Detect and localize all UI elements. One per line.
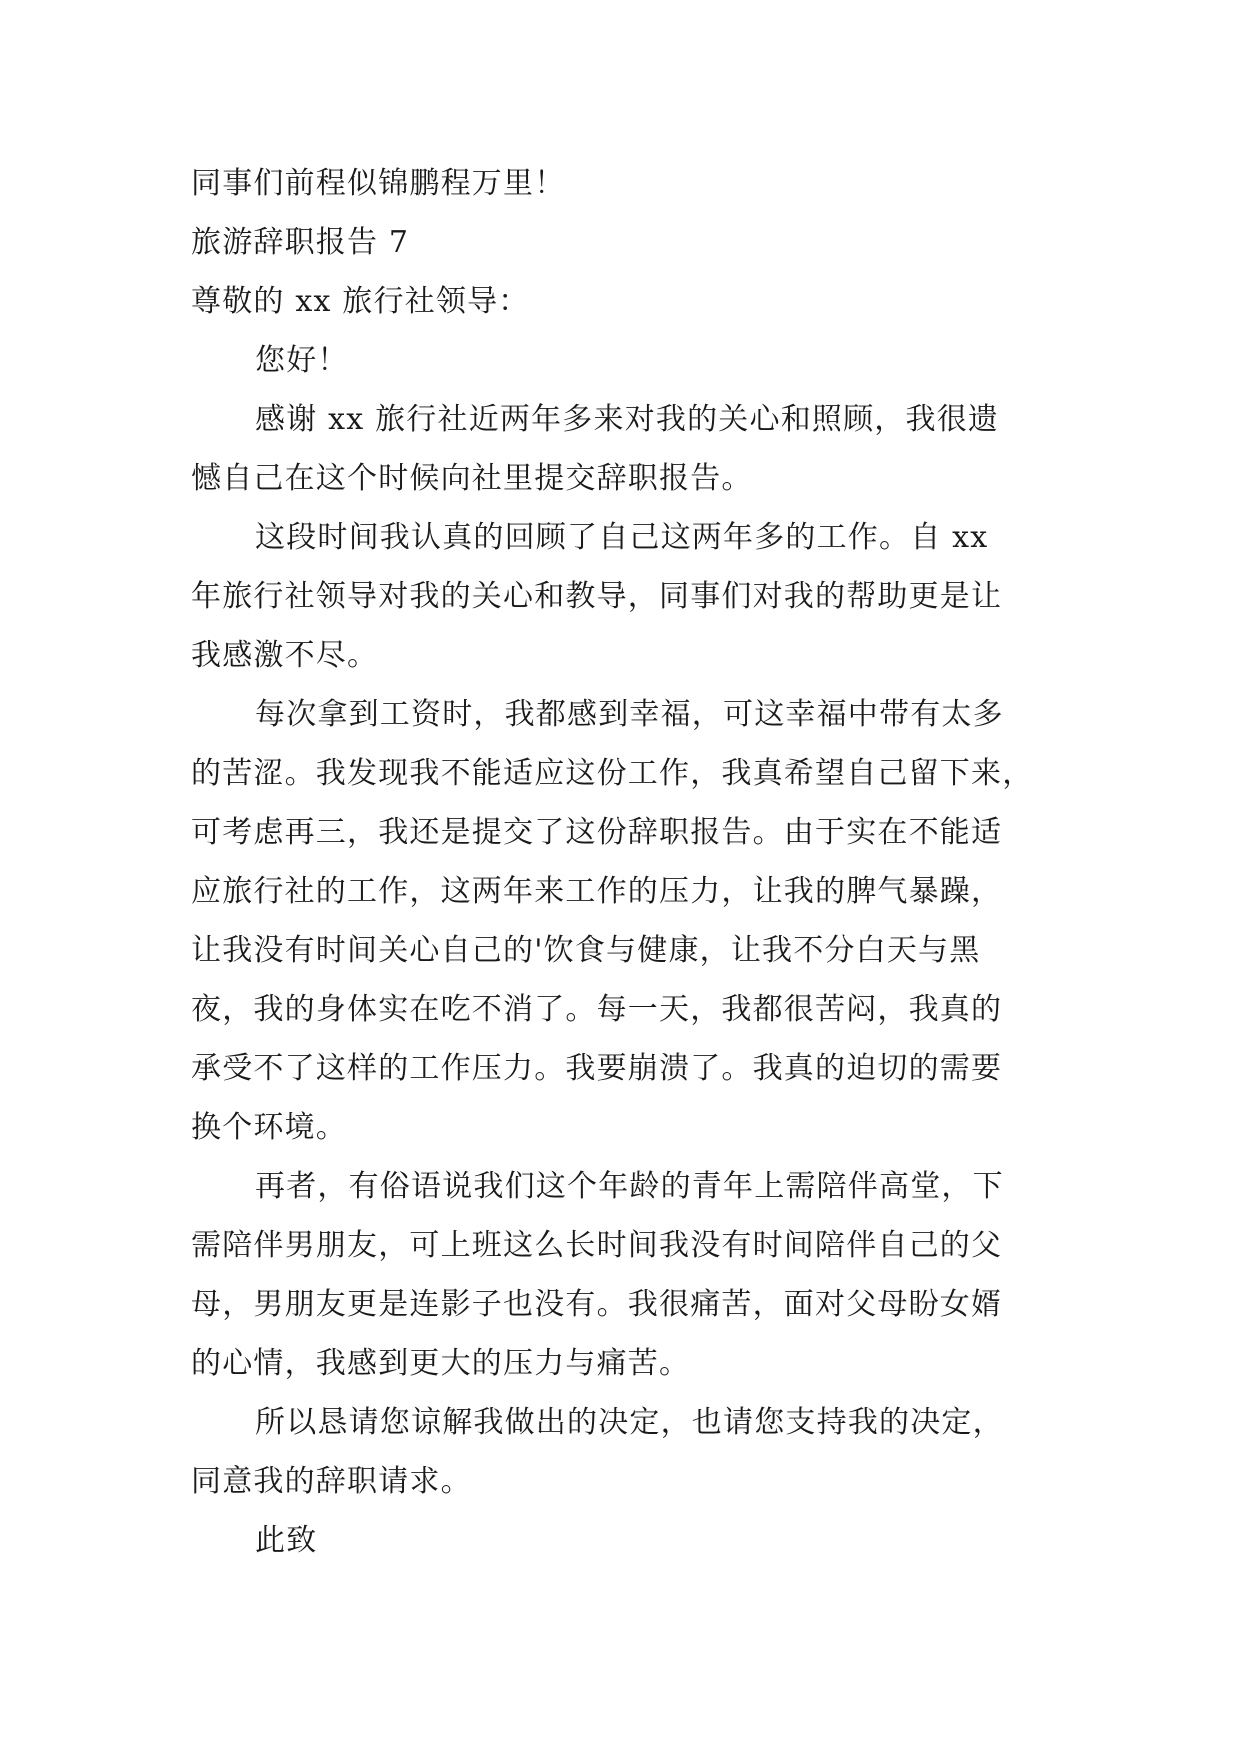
paragraph-line: 再者，有俗语说我们这个年龄的青年上需陪伴高堂，下 bbox=[255, 1169, 1004, 1204]
document-title: 旅游辞职报告 7 bbox=[191, 225, 410, 260]
sign-off: 此致 bbox=[255, 1523, 318, 1558]
paragraph-line: 换个环境。 bbox=[191, 1110, 347, 1145]
paragraph-line: 同意我的辞职请求。 bbox=[191, 1464, 472, 1499]
closing-wish-line: 同事们前程似锦鹏程万里！ bbox=[191, 166, 566, 201]
paragraph-line: 这段时间我认真的回顾了自己这两年多的工作。自 xx bbox=[255, 520, 989, 555]
paragraph-review bbox=[191, 508, 1051, 685]
paragraph-line: 的苦涩。我发现我不能适应这份工作，我真希望自己留下来， bbox=[191, 756, 1034, 791]
paragraph-line: 年旅行社领导对我的关心和教导，同事们对我的帮助更是让 bbox=[191, 579, 1003, 614]
paragraph-line: 的心情，我感到更大的压力与痛苦。 bbox=[191, 1346, 691, 1381]
paragraph-line: 我感激不尽。 bbox=[191, 638, 379, 673]
document-body bbox=[191, 154, 1051, 1570]
paragraph-reasons bbox=[191, 685, 1051, 1157]
paragraph-line: 应旅行社的工作，这两年来工作的压力，让我的脾气暴躁， bbox=[191, 874, 1003, 909]
paragraph-line: 可考虑再三，我还是提交了这份辞职报告。由于实在不能适 bbox=[191, 815, 1003, 850]
paragraph-line: 憾自己在这个时候向社里提交辞职报告。 bbox=[191, 461, 753, 496]
paragraph-request bbox=[191, 1393, 1051, 1511]
paragraph-line: 每次拿到工资时，我都感到幸福，可这幸福中带有太多 bbox=[255, 697, 1004, 732]
paragraph-family bbox=[191, 1157, 1051, 1393]
salutation: 尊敬的 xx 旅行社领导： bbox=[191, 284, 530, 319]
paragraph-line: 承受不了这样的工作压力。我要崩溃了。我真的迫切的需要 bbox=[191, 1051, 1003, 1086]
greeting: 您好！ bbox=[255, 343, 349, 378]
paragraph-line: 母，男朋友更是连影子也没有。我很痛苦，面对父母盼女婿 bbox=[191, 1287, 1003, 1322]
paragraph-line: 夜，我的身体实在吃不消了。每一天，我都很苦闷，我真的 bbox=[191, 992, 1003, 1027]
paragraph-line: 所以恳请您谅解我做出的决定，也请您支持我的决定， bbox=[255, 1405, 1004, 1440]
paragraph-line: 感谢 xx 旅行社近两年多来对我的关心和照顾，我很遗 bbox=[255, 402, 1000, 437]
paragraph-line: 让我没有时间关心自己的'饮食与健康，让我不分白天与黑 bbox=[191, 933, 981, 968]
paragraph-thanks bbox=[191, 390, 1051, 508]
paragraph-line: 需陪伴男朋友，可上班这么长时间我没有时间陪伴自己的父 bbox=[191, 1228, 1003, 1263]
